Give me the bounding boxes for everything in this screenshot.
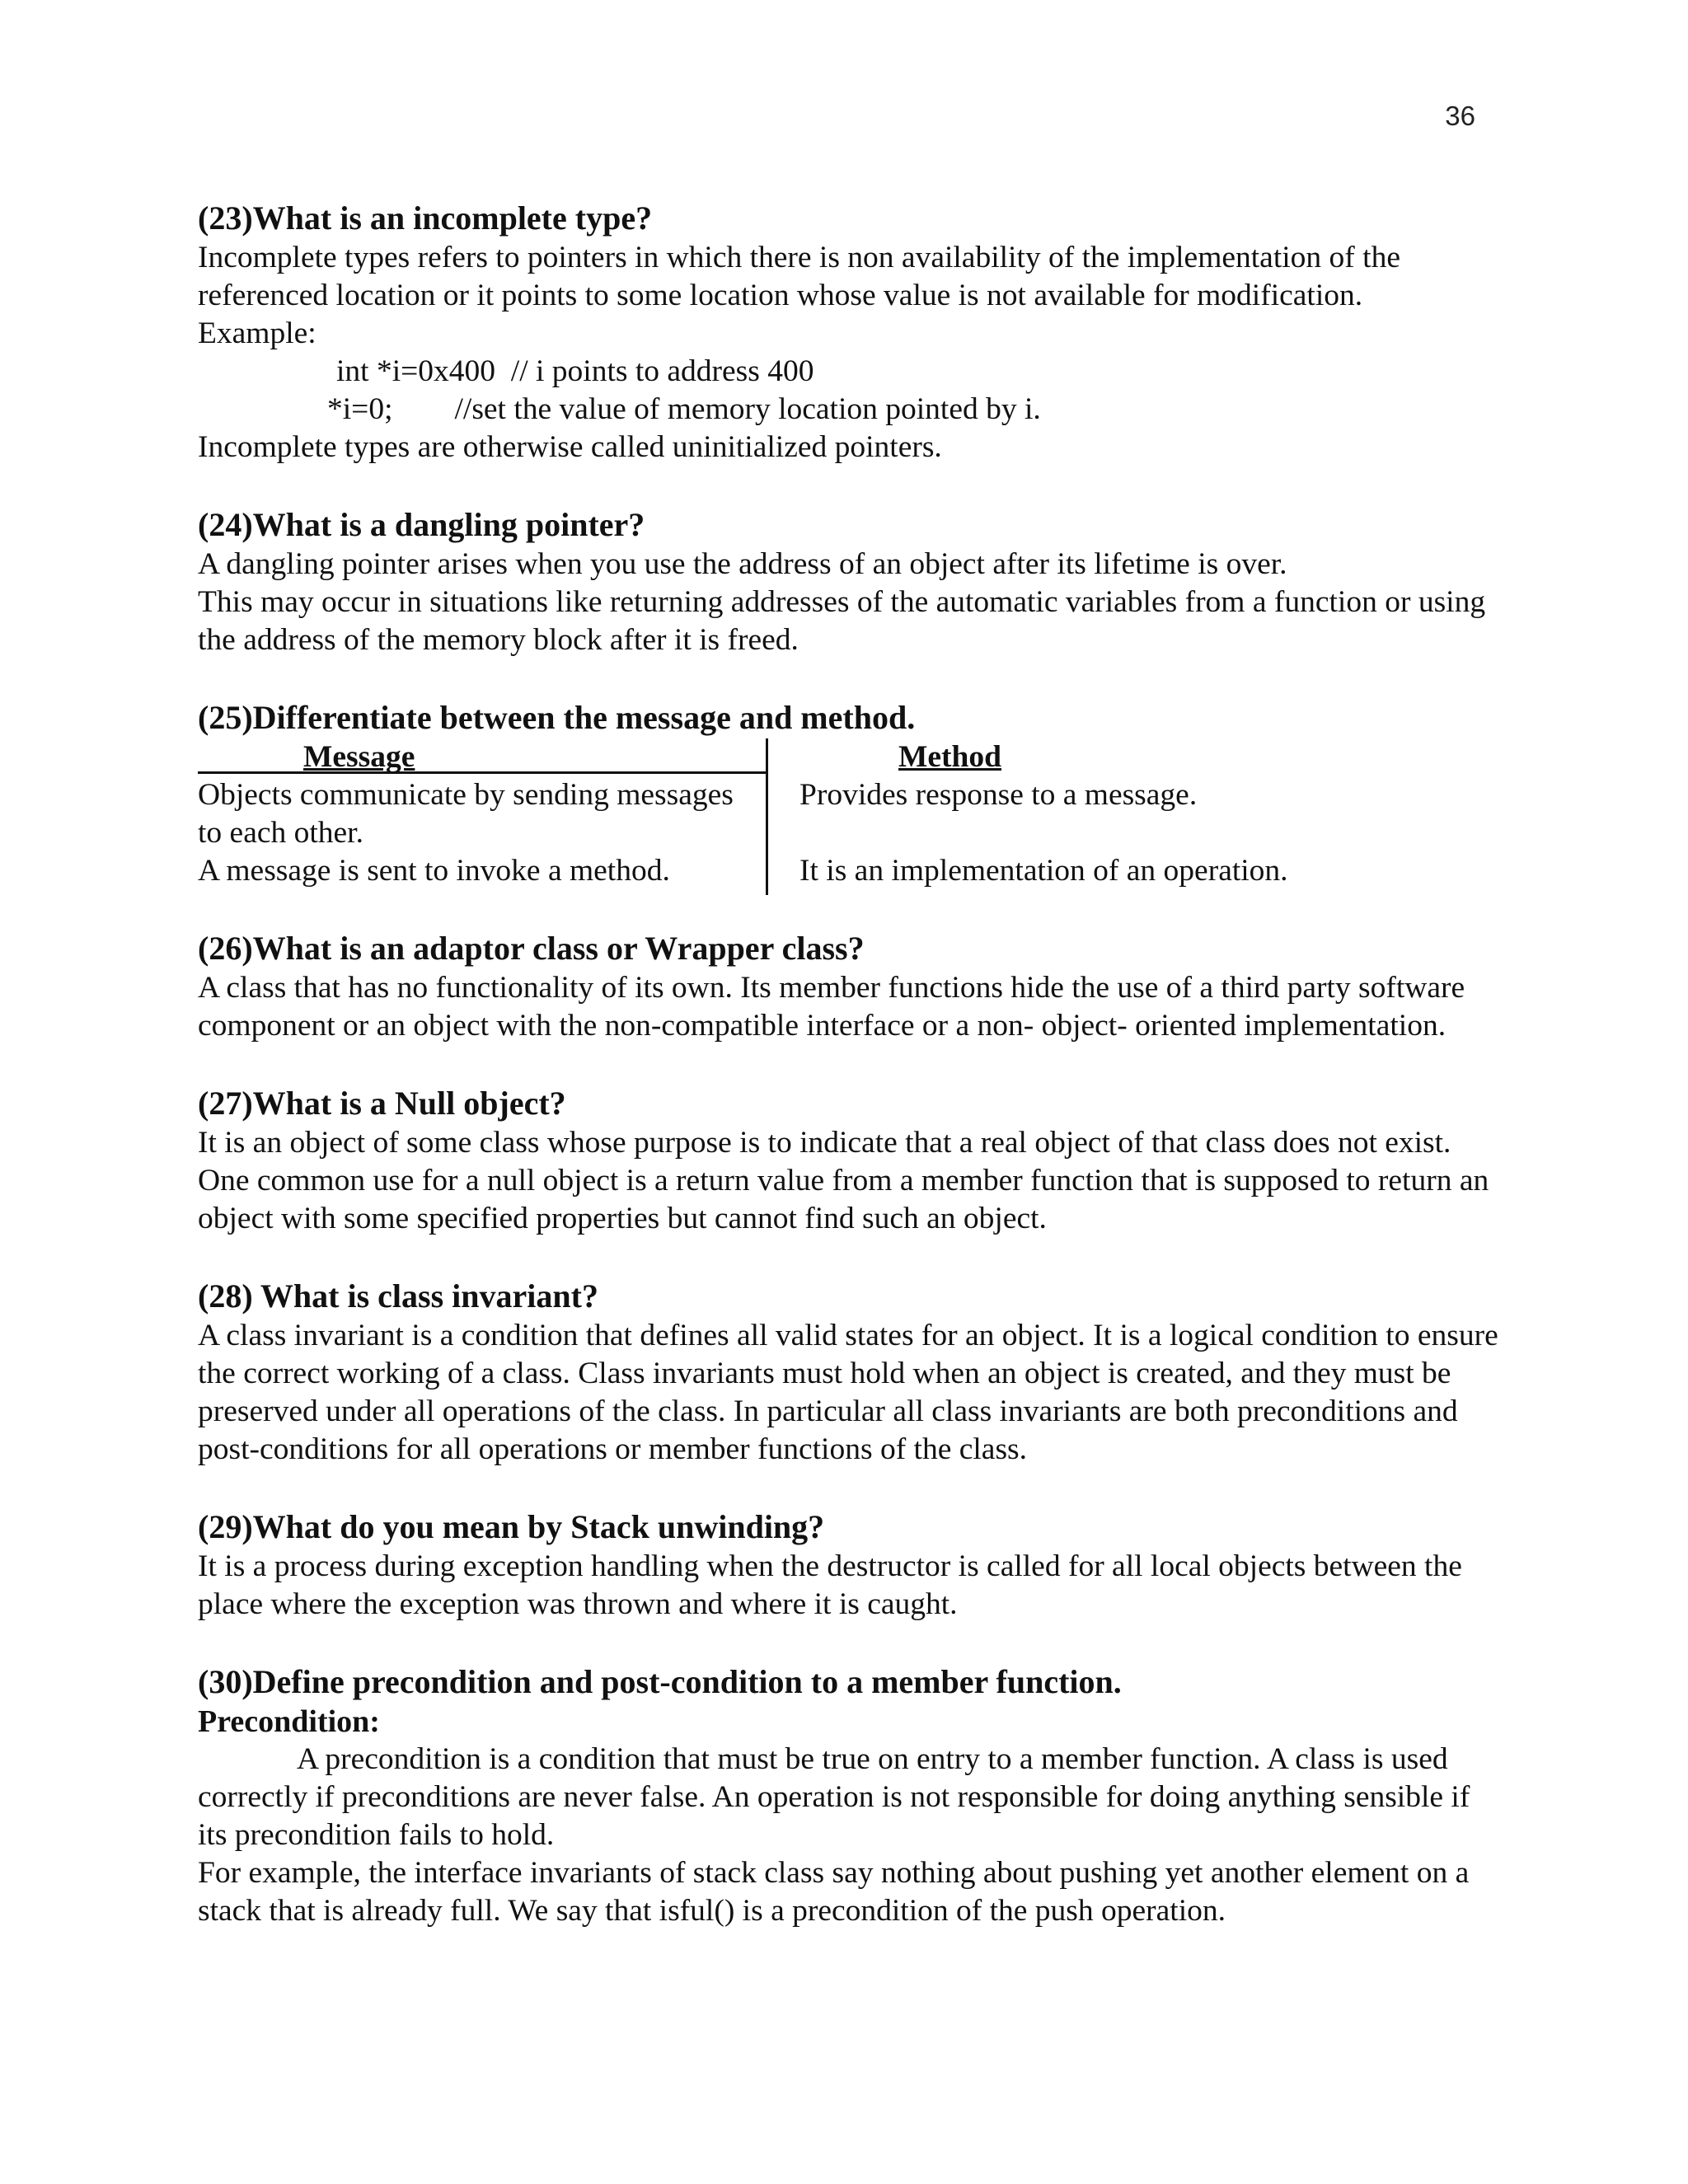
question-29: [198, 1507, 1500, 1624]
question-23-text: Incomplete types refers to pointers in which there is non availability of the implementation of the referenced location or it points to some location whose value is not available for modification.: [198, 241, 1400, 312]
example-label: Example:: [198, 316, 316, 350]
precondition-heading: Precondition:: [198, 1704, 380, 1739]
question-27: [198, 1083, 1500, 1238]
question-24-text-2: This may occur in situations like returning addresses of the automatic variables from a function or using the address of the memory block after it is freed.: [198, 585, 1486, 657]
page-number: 36: [1445, 101, 1475, 131]
question-25-title: (25)Differentiate between the message and method.: [198, 699, 916, 736]
question-24-text-1: A dangling pointer arises when you use the address of an object after its lifetime is over.: [198, 547, 1287, 581]
question-23-title: (23)What is an incomplete type?: [198, 199, 653, 237]
method-cell-2: It is an implementation of an operation.: [799, 854, 1288, 888]
question-25: [198, 697, 1500, 890]
message-cell-1: Objects communicate by sending messages to each other.: [198, 778, 734, 850]
precondition-text-2: For example, the interface invariants of stack class say nothing about pushing yet another element on a stack that is already full. We say that isful() is a precondition of the push operation.: [198, 1856, 1470, 1928]
question-30-title: (30)Define precondition and post-condition to a member function.: [198, 1663, 1122, 1700]
question-28-text: A class invariant is a condition that defines all valid states for an object. It is a logical condition to ensure the correct working of a class. Class invariants must hold when an object is created, and they must be preserved under all operations of the class. In particular all class invariants are both preconditions and post-conditions for all operations or member functions of the class.: [198, 1319, 1498, 1466]
question-29-text: It is a process during exception handling when the destructor is called for all local objects between the place where the exception was thrown and where it is caught.: [198, 1549, 1462, 1621]
question-24: [198, 504, 1500, 659]
table-row: [198, 776, 1352, 852]
table-header: [198, 738, 1352, 776]
question-30: [198, 1661, 1500, 1930]
page-content: [198, 198, 1500, 1968]
table-row: [198, 852, 1352, 890]
precondition-text-1: A precondition is a condition that must be true on entry to a member function. A class is used correctly if preconditions are never false. An operation is not responsible for doing anything sensible if its precondition fails to hold.: [198, 1742, 1470, 1852]
question-28: [198, 1276, 1500, 1469]
question-27-text: It is an object of some class whose purpose is to indicate that a real object of that class does not exist. One common use for a null object is a return value from a member function that is supposed to return an object with some specified properties but cannot find such an object.: [198, 1126, 1489, 1235]
question-23-note: Incomplete types are otherwise called uninitialized pointers.: [198, 430, 942, 464]
code-line-1: int *i=0x400 // i points to address 400: [336, 354, 814, 388]
question-24-title: (24)What is a dangling pointer?: [198, 506, 645, 543]
table-divider: [766, 738, 768, 895]
question-26-text: A class that has no functionality of its own. Its member functions hide the use of a third party software component or an object with the non-compatible interface or a non- object- oriented implementation.: [198, 971, 1465, 1043]
question-29-title: (29)What do you mean by Stack unwinding?: [198, 1508, 825, 1545]
code-line-2: *i=0; //set the value of memory location pointed by i.: [327, 392, 1041, 426]
question-27-title: (27)What is a Null object?: [198, 1085, 566, 1122]
message-cell-2: A message is sent to invoke a method.: [198, 854, 670, 888]
question-26-title: (26)What is an adaptor class or Wrapper class?: [198, 930, 865, 967]
comparison-table: [198, 738, 1352, 890]
header-message: Message: [198, 738, 767, 774]
question-28-title: (28) What is class invariant?: [198, 1277, 598, 1315]
question-23: [198, 198, 1500, 466]
header-method: Method: [898, 740, 1001, 774]
method-cell-1: Provides response to a message.: [799, 778, 1198, 812]
question-26: [198, 928, 1500, 1045]
